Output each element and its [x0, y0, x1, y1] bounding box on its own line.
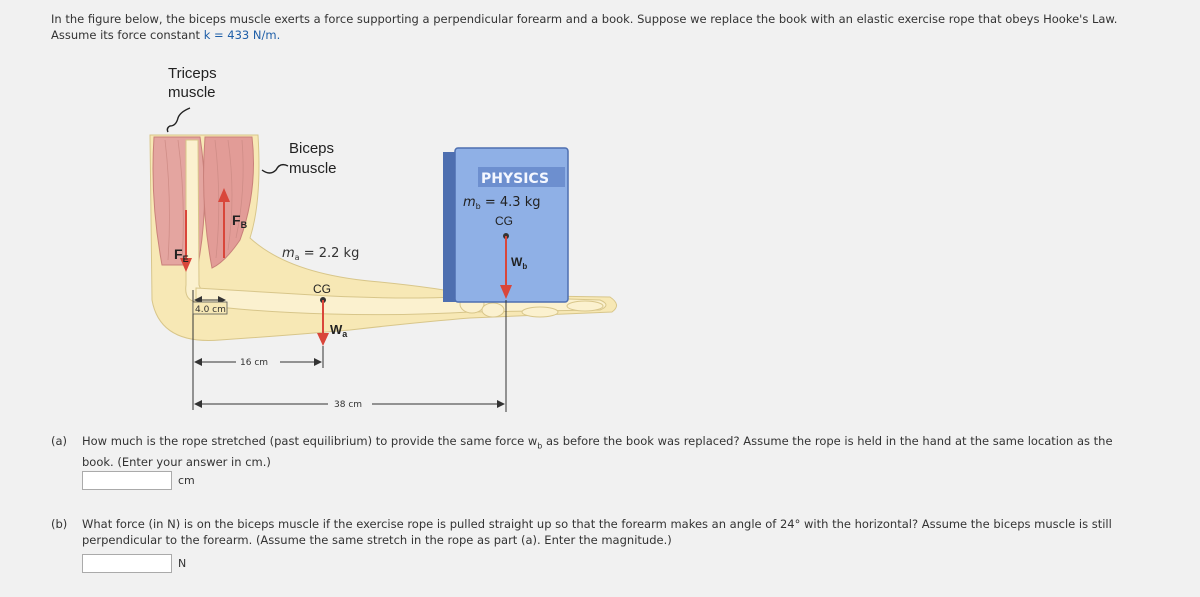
arm-cg-label: CG	[313, 282, 331, 296]
question-b-tag: (b)	[51, 517, 68, 531]
arm-mass-label	[282, 246, 359, 262]
question-a-body	[82, 433, 1113, 470]
question-a-line-1-sub: b	[537, 441, 543, 451]
book-mass-symbol: m	[463, 195, 476, 210]
arm-mass-value: = 2.2 kg	[299, 246, 360, 261]
triceps-label-1: Triceps	[168, 65, 217, 82]
biceps-label-1: Biceps	[289, 140, 335, 157]
force-constant: k = 433 N/m.	[203, 28, 281, 42]
wb-label-main: W	[511, 255, 523, 269]
question-a-line-1	[82, 433, 1113, 454]
wa-label-sub: a	[342, 329, 348, 339]
answer-a-row	[82, 471, 195, 490]
question-b-line-1: What force (in N) is on the biceps muscle if the exercise rope is pulled straight up so that the forearm makes an angle of 24° with the horizontal? Assume the biceps muscle is still	[82, 517, 1112, 531]
wa-label-main: W	[330, 322, 343, 337]
triceps-label-2: muscle	[168, 84, 216, 101]
question-a-line-1-text: How much is the rope stretched (past equilibrium) to provide the same force w	[82, 434, 538, 448]
intro-line-2-prefix: Assume its force constant	[51, 28, 204, 42]
fe-label-main: F	[174, 246, 183, 262]
question-a-line-1-tail: as before the book was replaced? Assume the rope is held in the hand at the same location as the	[542, 434, 1113, 448]
book-mass-label	[463, 195, 541, 211]
answer-b-unit: N	[178, 557, 187, 570]
question-a	[51, 433, 1181, 469]
book-cg-label: CG	[495, 214, 513, 228]
question-a-line-2: book. (Enter your answer in cm.)	[82, 455, 271, 470]
question-a-tag: (a)	[51, 434, 68, 448]
answer-a-input[interactable]	[82, 471, 172, 490]
wa-arrow-head	[317, 333, 329, 346]
question-b-body	[82, 516, 1112, 548]
wb-label-sub: b	[522, 262, 528, 271]
question-b-line-2: perpendicular to the forearm. (Assume the same stretch in the rope as part (a). Enter the magnitude.)	[82, 533, 672, 547]
biceps-pointer	[262, 165, 288, 173]
triceps-pointer	[167, 108, 190, 132]
fb-label-sub: B	[240, 220, 248, 230]
arm-mass-symbol: m	[282, 246, 295, 261]
dim-4-label: 4.0 cm	[195, 305, 226, 315]
dim-16-label: 16 cm	[240, 358, 269, 368]
question-b	[51, 516, 1181, 552]
arm-mass-sub: a	[294, 253, 300, 262]
biceps-label-2: muscle	[289, 160, 337, 177]
intro-line-1: In the figure below, the biceps muscle exerts a force supporting a perpendicular forearm and a book. Suppose we replace the book with an elastic exercise rope that obeys Hooke's Law.	[51, 12, 1118, 26]
answer-b-row	[82, 554, 186, 573]
dim-38-label: 38 cm	[334, 400, 363, 410]
fe-label-sub: E	[182, 254, 189, 264]
book-title: PHYSICS	[481, 171, 550, 187]
book-mass-sub: b	[475, 202, 481, 211]
answer-a-unit: cm	[178, 474, 195, 487]
fb-label-main: F	[232, 212, 241, 228]
book-mass-value: = 4.3 kg	[480, 195, 541, 210]
answer-b-input[interactable]	[82, 554, 172, 573]
